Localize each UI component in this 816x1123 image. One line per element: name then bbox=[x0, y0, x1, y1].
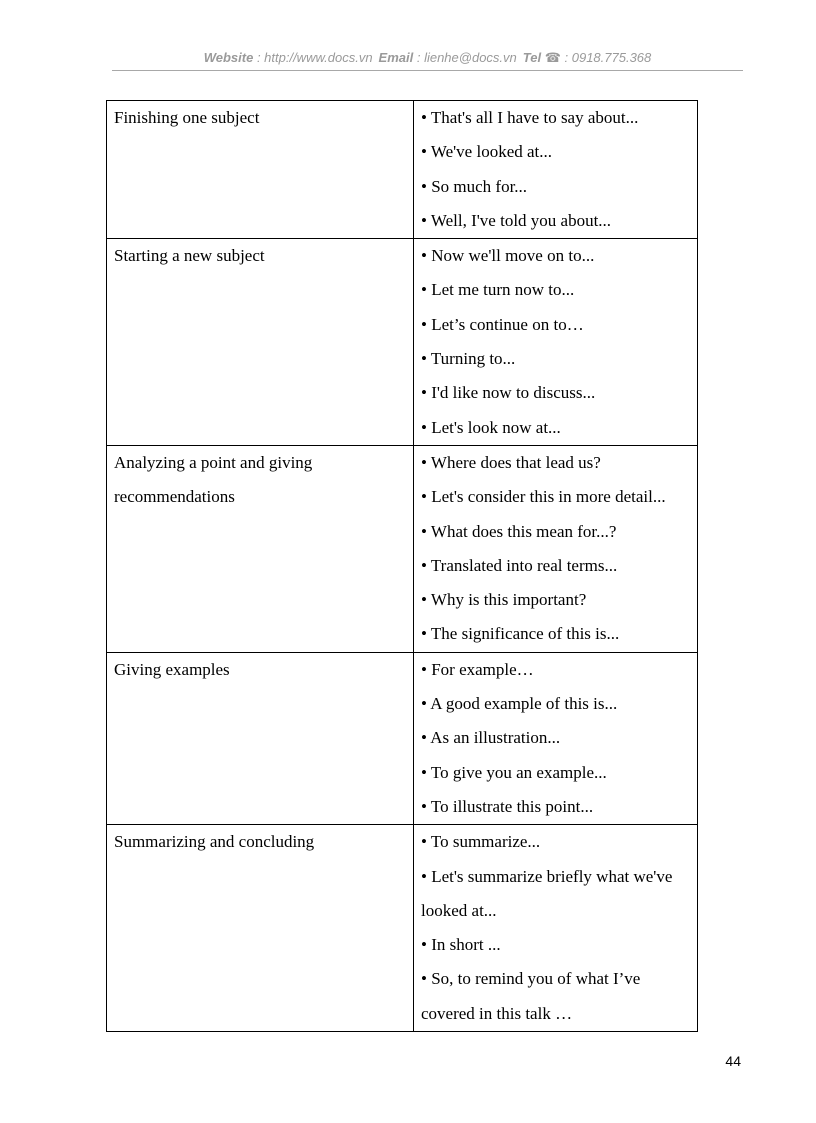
website-label: Website bbox=[203, 50, 254, 65]
phrase-item: • Where does that lead us? bbox=[421, 452, 601, 472]
page-header bbox=[112, 50, 743, 66]
table-row bbox=[107, 652, 698, 824]
phrase-item: • I'd like now to discuss... bbox=[421, 383, 596, 403]
table-row bbox=[107, 101, 698, 239]
phrase-item: • So, to remind you of what I’ve covered in this talk … bbox=[421, 969, 641, 1023]
tel-label: Tel bbox=[522, 50, 542, 65]
phrase-list bbox=[414, 239, 698, 446]
phrase-item: • To give you an example... bbox=[421, 762, 607, 782]
phrase-item: • We've looked at... bbox=[421, 142, 553, 162]
phrase-item: • In short ... bbox=[421, 935, 501, 955]
phrase-item: • That's all I have to say about... bbox=[421, 108, 639, 127]
phrase-item: • Why is this important? bbox=[421, 590, 587, 610]
email-value: : lienhe@docs.vn bbox=[413, 50, 517, 65]
page-number: 44 bbox=[725, 1053, 741, 1069]
phrase-item: • As an illustration... bbox=[421, 728, 561, 748]
phrase-item: • Turning to... bbox=[421, 349, 516, 369]
phrase-item: • For example… bbox=[421, 659, 534, 679]
function-label: Giving examples bbox=[107, 652, 414, 824]
phrase-list bbox=[414, 101, 698, 239]
function-label: Starting a new subject bbox=[107, 239, 414, 446]
email-label: Email bbox=[378, 50, 414, 65]
table-row bbox=[107, 825, 698, 1032]
phrase-item: • To summarize... bbox=[421, 832, 541, 852]
website-value: : http://www.docs.vn bbox=[253, 50, 373, 65]
phrase-item: • So much for... bbox=[421, 176, 528, 196]
table-row bbox=[107, 239, 698, 446]
table-row bbox=[107, 445, 698, 652]
phrase-item: • Translated into real terms... bbox=[421, 555, 618, 575]
phrase-list bbox=[414, 445, 698, 652]
phone-icon: ☎ bbox=[544, 50, 561, 65]
phrase-item: • Let's summarize briefly what we've looked at... bbox=[421, 866, 673, 920]
phrase-item: • What does this mean for...? bbox=[421, 521, 617, 541]
phrase-item: • Now we'll move on to... bbox=[421, 246, 595, 266]
function-label: Finishing one subject bbox=[107, 101, 414, 239]
phrase-item: • Let's look now at... bbox=[421, 417, 561, 437]
phrase-item: • A good example of this is... bbox=[421, 694, 618, 714]
header-divider bbox=[112, 70, 743, 71]
phrase-item: • Let's consider this in more detail... bbox=[421, 487, 666, 507]
phrase-item: • Let’s continue on to… bbox=[421, 314, 584, 334]
phrase-item: • Let me turn now to... bbox=[421, 280, 575, 300]
phrase-item: • To illustrate this point... bbox=[421, 796, 594, 816]
function-label: Summarizing and concluding bbox=[107, 825, 414, 1032]
phrase-list bbox=[414, 652, 698, 824]
phrase-item: • The significance of this is... bbox=[421, 624, 620, 644]
function-label: Analyzing a point and giving recommendations bbox=[107, 445, 414, 652]
phrase-item: • Well, I've told you about... bbox=[421, 210, 612, 230]
phrase-list bbox=[414, 825, 698, 1032]
tel-value: : 0918.775.368 bbox=[560, 50, 652, 65]
signpost-phrases-table bbox=[106, 100, 698, 1032]
